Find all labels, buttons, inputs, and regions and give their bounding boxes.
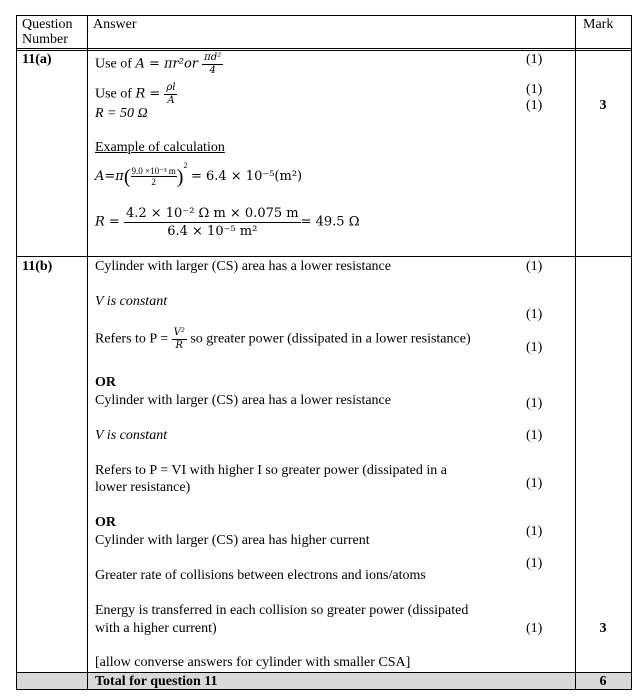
q11b-line10: [allow converse answers for cylinder with smaller CSA] bbox=[95, 655, 411, 670]
q11b-line3 bbox=[95, 327, 471, 352]
q11b-or-2: OR bbox=[95, 515, 116, 530]
q11a-line2 bbox=[95, 82, 177, 107]
header-question-number-line2: Number bbox=[22, 32, 68, 47]
q11b-mark-2: (1) bbox=[526, 307, 543, 322]
q11b-line4: Cylinder with larger (CS) area has a lower resistance bbox=[95, 393, 391, 408]
q11b-line6a: Refers to P = VI with higher I so greater power (dissipated in a bbox=[95, 463, 447, 478]
q11b-line9b: with a higher current) bbox=[95, 621, 217, 636]
q11b-line3-frac-den: R bbox=[175, 340, 183, 351]
q11a-total-mark: 3 bbox=[599, 98, 607, 113]
q11a-example-A bbox=[95, 158, 302, 187]
q11a-example-R bbox=[95, 205, 360, 240]
q11a-example-R-prefix: R = bbox=[95, 214, 124, 230]
q11b-mark-8: (1) bbox=[526, 556, 543, 571]
q11a-line2-fraction bbox=[164, 82, 177, 107]
q11b-mark-6: (1) bbox=[526, 476, 543, 491]
q11a-line1-formula: A = πr²or bbox=[135, 56, 203, 72]
q11a-example-R-fraction bbox=[124, 205, 301, 240]
q11b-mark-4: (1) bbox=[526, 396, 543, 411]
q11a-line3: R = 50 Ω bbox=[95, 106, 148, 121]
q11b-mark-1: (1) bbox=[526, 259, 543, 274]
q11b-line3-fraction bbox=[172, 327, 187, 352]
table-border-top bbox=[16, 15, 632, 16]
q11a-example-A-close-paren: ) bbox=[176, 165, 184, 188]
q11a-example-R-frac-den: 6.4 × 10⁻⁵ m² bbox=[167, 224, 258, 239]
q11a-line1-prefix: Use of bbox=[95, 56, 136, 72]
q11a-mark-2: (1) bbox=[526, 82, 543, 97]
q11a-example-R-result: = 49.5 Ω bbox=[300, 214, 360, 230]
q11b-mark-7: (1) bbox=[526, 524, 543, 539]
total-mark: 6 bbox=[599, 674, 607, 689]
q11a-mark-1: (1) bbox=[526, 52, 543, 67]
q11a-example-A-prefix: A=π bbox=[95, 169, 124, 184]
column-divider-mark bbox=[575, 15, 576, 690]
q11a-line1-frac-num: πd² bbox=[204, 52, 222, 63]
q11b-line3-prefix: Refers to P = bbox=[95, 331, 172, 347]
q11b-or-1: OR bbox=[95, 375, 116, 390]
q11a-example-A-frac-den: 2 bbox=[151, 177, 156, 188]
q11b-line7: Cylinder with larger (CS) area has higher current bbox=[95, 533, 370, 548]
q11a-line2-formula: R = bbox=[135, 86, 165, 102]
header-mark: Mark bbox=[583, 17, 614, 32]
question-11a-number: 11(a) bbox=[22, 52, 52, 67]
q11a-line1-fraction bbox=[202, 52, 223, 77]
total-label: Total for question 11 bbox=[95, 674, 218, 689]
q11a-line2-frac-num: ρl bbox=[166, 82, 176, 93]
row-11b-bottom-border bbox=[16, 672, 632, 673]
q11a-example-A-fraction bbox=[131, 166, 177, 187]
q11a-line1 bbox=[95, 52, 223, 77]
header-bottom-border bbox=[16, 48, 632, 49]
q11b-mark-9: (1) bbox=[526, 621, 543, 636]
q11a-line2-prefix: Use of bbox=[95, 86, 136, 102]
q11a-example-heading: Example of calculation bbox=[95, 140, 225, 155]
q11b-line2-text: V is constant bbox=[95, 294, 168, 309]
q11a-example-R-frac-num: 4.2 × 10⁻² Ω m × 0.075 m bbox=[125, 206, 299, 221]
q11a-example-A-frac-num: 9.0 ×10⁻³ m bbox=[131, 166, 176, 177]
q11b-line5: V is constant bbox=[95, 428, 168, 443]
column-divider-answer bbox=[87, 15, 88, 690]
table-border-left bbox=[16, 15, 17, 690]
row-11a-bottom-border bbox=[16, 256, 632, 257]
q11b-total-mark: 3 bbox=[599, 621, 607, 636]
q11a-mark-3: (1) bbox=[526, 98, 543, 113]
q11b-mark-5: (1) bbox=[526, 428, 543, 443]
header-question-number-line1: Question bbox=[22, 17, 73, 32]
q11b-line8: Greater rate of collisions between electrons and ions/atoms bbox=[95, 568, 426, 583]
q11a-example-A-result: = 6.4 × 10⁻⁵(m²) bbox=[190, 169, 303, 184]
question-11b-number: 11(b) bbox=[22, 259, 53, 274]
q11b-line2 bbox=[95, 294, 167, 310]
q11b-line1: Cylinder with larger (CS) area has a lower resistance bbox=[95, 259, 391, 274]
q11b-line6b: lower resistance) bbox=[95, 480, 191, 495]
table-border-right bbox=[631, 15, 632, 690]
row-11a-top-double bbox=[16, 50, 632, 51]
q11a-example-A-squared: 2 bbox=[183, 161, 188, 170]
q11b-line3-suffix: so greater power (dissipated in a lower resistance) bbox=[186, 331, 471, 347]
q11a-example-A-open-paren: ( bbox=[123, 165, 131, 188]
header-answer: Answer bbox=[93, 17, 137, 32]
q11b-line3-frac-num: V² bbox=[173, 327, 185, 338]
q11b-line9a: Energy is transferred in each collision so greater power (dissipated bbox=[95, 603, 469, 618]
q11a-line2-frac-den: A bbox=[167, 95, 175, 106]
q11b-mark-3: (1) bbox=[526, 340, 543, 355]
q11a-line1-frac-den: 4 bbox=[209, 65, 216, 76]
